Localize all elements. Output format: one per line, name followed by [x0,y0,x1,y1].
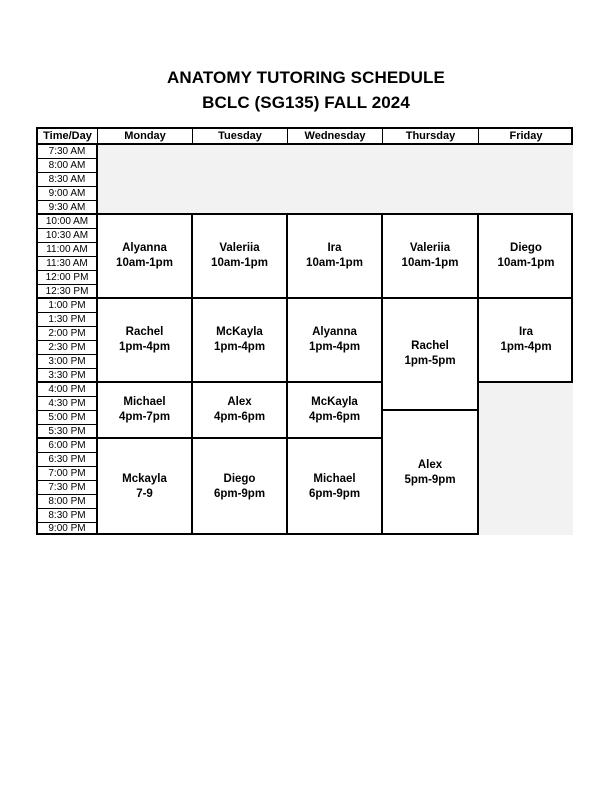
shift-fri-afternoon [479,299,573,383]
shift-wed-afternoon [288,299,383,383]
time-slot: 2:00 PM [38,327,98,341]
shift-time: 1pm-4pm [118,341,171,353]
tutor-name: Alex [227,396,252,408]
shift-time: 1pm-4pm [213,341,266,353]
shift-time: 5pm-9pm [404,474,456,486]
time-slot: 3:30 PM [38,369,98,383]
shift-time: 10am-1pm [497,257,555,269]
shift-wed-late [288,383,383,439]
tutor-name: Valeriia [219,242,260,254]
time-slot: 9:30 AM [38,201,98,215]
time-slot: 12:30 PM [38,285,98,299]
shift-time: 1pm-5pm [404,355,456,367]
unstaffed-morning [98,145,573,215]
tutor-name: Diego [223,473,256,485]
shift-time: 10am-1pm [401,257,459,269]
shift-wed-evening [288,439,383,535]
shift-thu-morning [383,215,479,299]
shift-time: 6pm-9pm [308,488,361,500]
shift-tue-evening [193,439,288,535]
tutor-name: McKayla [311,396,358,408]
schedule-title: ANATOMY TUTORING SCHEDULE [167,68,445,87]
shift-time: 10am-1pm [306,257,363,269]
time-slot: 5:30 PM [38,425,98,439]
time-slot: 5:00 PM [38,411,98,425]
time-slot: 11:00 AM [38,243,98,257]
time-slot: 2:30 PM [38,341,98,355]
shift-time: 6pm-9pm [213,488,266,500]
shift-tue-afternoon [193,299,288,383]
shift-time: 4pm-7pm [118,411,171,423]
tutor-name: Diego [510,242,542,254]
shift-time: 1pm-4pm [500,341,552,353]
shift-thu-evening [383,411,479,535]
shift-tue-morning [193,215,288,299]
shift-time: 4pm-6pm [308,411,361,423]
shift-tue-late [193,383,288,439]
time-slot: 8:30 PM [38,509,98,523]
tutor-name: McKayla [216,326,263,338]
time-slot: 4:30 PM [38,397,98,411]
time-slot: 1:00 PM [38,299,98,313]
tutor-name: Ira [518,326,534,338]
header-tuesday: Tuesday [193,129,288,145]
shift-time: 1pm-4pm [308,341,361,353]
tutor-name: Alyanna [122,242,167,254]
time-slot: 7:30 PM [38,481,98,495]
tutor-name: Rachel [125,326,164,338]
tutor-name: Alyanna [312,326,357,338]
unstaffed-friday-evening [479,383,573,535]
time-slot: 6:00 PM [38,439,98,453]
time-slot: 8:00 AM [38,159,98,173]
schedule-table [36,127,573,535]
header-wednesday: Wednesday [288,129,383,145]
time-slot: 4:00 PM [38,383,98,397]
shift-time: 10am-1pm [211,257,268,269]
shift-mon-evening [98,439,193,535]
tutor-name: Mckayla [122,473,167,485]
shift-mon-afternoon [98,299,193,383]
time-slot: 12:00 PM [38,271,98,285]
header-thursday: Thursday [383,129,479,145]
time-slot: 9:00 PM [38,523,98,535]
shift-time: 10am-1pm [116,257,173,269]
time-slot: 6:30 PM [38,453,98,467]
tutor-name: Michael [123,396,166,408]
shift-time: 4pm-6pm [213,411,266,423]
header-time-day: Time/Day [38,129,98,145]
time-slot: 10:30 AM [38,229,98,243]
time-slot: 9:00 AM [38,187,98,201]
tutor-name: Alex [417,459,443,471]
time-slot: 1:30 PM [38,313,98,327]
time-slot: 10:00 AM [38,215,98,229]
time-slot: 7:00 PM [38,467,98,481]
tutor-name: Rachel [411,340,449,352]
tutor-name: Michael [313,473,356,485]
time-slot: 3:00 PM [38,355,98,369]
header-friday: Friday [479,129,573,145]
shift-time: 7-9 [136,488,153,500]
tutor-name: Valeriia [409,242,451,254]
time-slot: 8:30 AM [38,173,98,187]
tutor-name: Ira [327,242,342,254]
shift-fri-morning [479,215,573,299]
shift-mon-late [98,383,193,439]
shift-wed-morning [288,215,383,299]
schedule-subtitle: BCLC (SG135) FALL 2024 [202,93,410,112]
header-monday: Monday [98,129,193,145]
time-slot: 8:00 PM [38,495,98,509]
shift-mon-morning [98,215,193,299]
time-slot: 7:30 AM [38,145,98,159]
time-slot: 11:30 AM [38,257,98,271]
shift-thu-afternoon [383,299,479,411]
